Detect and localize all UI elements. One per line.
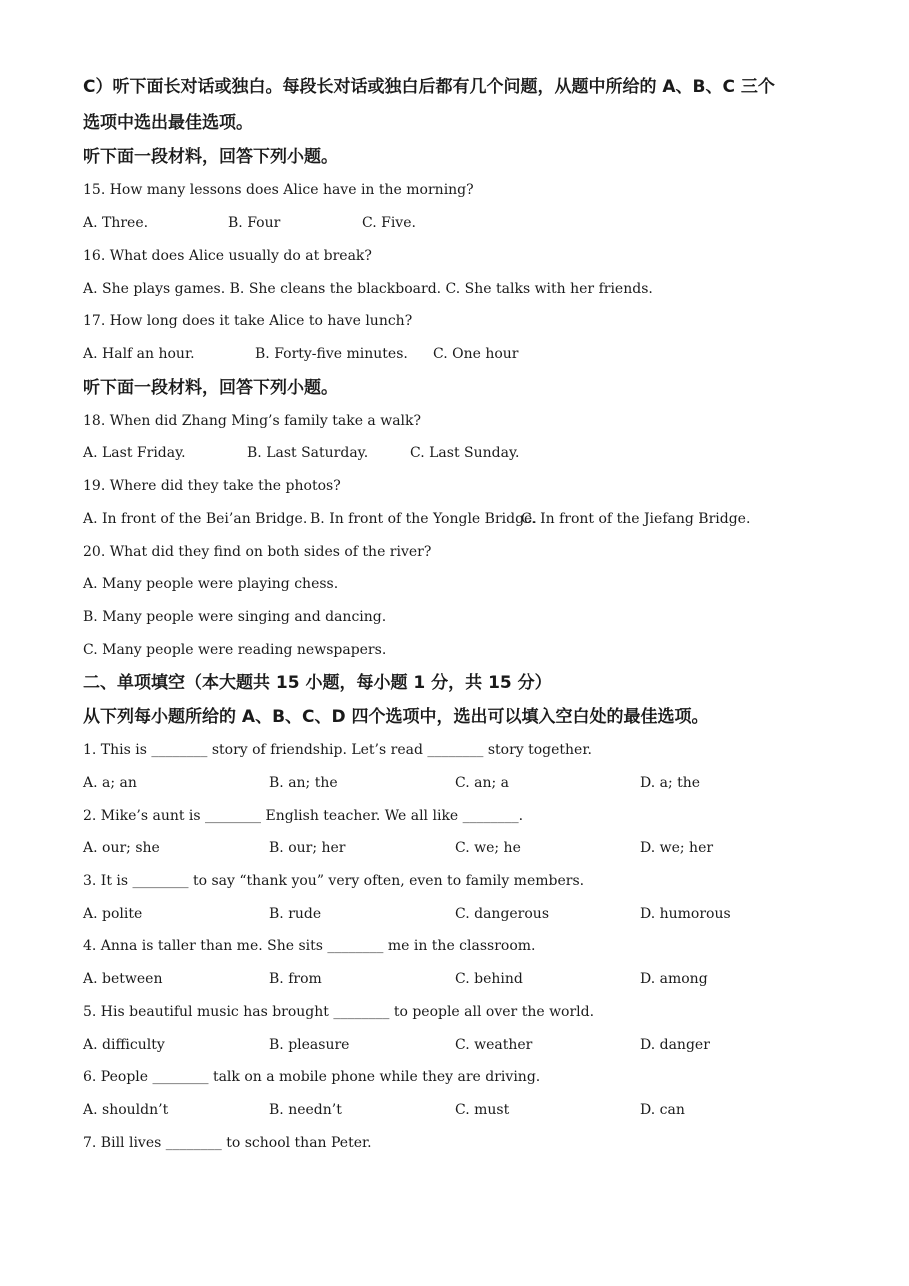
question-20: 20. What did they find on both sides of the river? [83, 544, 432, 560]
mc4-option-c: C. behind [455, 971, 523, 987]
mc6-option-a: A. shouldn’t [83, 1102, 169, 1118]
section-c-header-line2: 选项中选出最佳选项。 [83, 113, 253, 133]
q15-option-b: B. Four [228, 215, 281, 231]
mc2-option-d: D. we; her [640, 840, 714, 856]
q15-option-c: C. Five. [362, 215, 416, 231]
mc5-option-a: A. difficulty [83, 1037, 165, 1053]
mc-question-6: 6. People ________ talk on a mobile phone while they are driving. [83, 1069, 541, 1085]
q19-option-c: C. In front of the Jiefang Bridge. [521, 511, 751, 527]
mc5-option-b: B. pleasure [269, 1037, 350, 1053]
mc6-option-b: B. needn’t [269, 1102, 342, 1118]
mc3-option-c: C. dangerous [455, 906, 550, 922]
mc-question-1: 1. This is ________ story of friendship. Let’s read ________ story together. [83, 742, 592, 758]
section-c-header-line1: C）听下面长对话或独白。每段长对话或独白后都有几个问题，从题中所给的 A、B、C 三个 [83, 77, 775, 97]
mc5-option-d: D. danger [640, 1037, 710, 1053]
mc1-option-d: D. a; the [640, 775, 701, 791]
mc5-option-c: C. weather [455, 1037, 533, 1053]
q20-option-a: A. Many people were playing chess. [83, 576, 339, 592]
q18-option-a: A. Last Friday. [83, 445, 186, 461]
q17-option-c: C. One hour [433, 346, 519, 362]
question-15: 15. How many lessons does Alice have in the morning? [83, 182, 474, 198]
q18-option-c: C. Last Sunday. [410, 445, 520, 461]
section-2-instruction: 从下列每小题所给的 A、B、C、D 四个选项中，选出可以填入空白处的最佳选项。 [83, 707, 709, 727]
mc-question-3: 3. It is ________ to say “thank you” very often, even to family members. [83, 873, 585, 889]
mc4-option-d: D. among [640, 971, 708, 987]
mc1-option-c: C. an; a [455, 775, 509, 791]
q16-options: A. She plays games. B. She cleans the blackboard. C. She talks with her friends. [83, 281, 653, 297]
mc1-option-a: A. a; an [83, 775, 137, 791]
mc-question-5: 5. His beautiful music has brought ________ to people all over the world. [83, 1004, 595, 1020]
q19-option-b: B. In front of the Yongle Bridge. [310, 511, 537, 527]
group1-instruction: 听下面一段材料，回答下列小题。 [83, 147, 338, 167]
q17-option-a: A. Half an hour. [83, 346, 195, 362]
mc4-option-b: B. from [269, 971, 322, 987]
mc3-option-d: D. humorous [640, 906, 731, 922]
section-2-title: 二、单项填空（本大题共 15 小题，每小题 1 分，共 15 分） [83, 673, 552, 693]
question-19: 19. Where did they take the photos? [83, 478, 341, 494]
mc6-option-c: C. must [455, 1102, 510, 1118]
mc-question-4: 4. Anna is taller than me. She sits ________ me in the classroom. [83, 938, 536, 954]
question-17: 17. How long does it take Alice to have lunch? [83, 313, 413, 329]
mc3-option-a: A. polite [83, 906, 143, 922]
q18-option-b: B. Last Saturday. [247, 445, 369, 461]
mc3-option-b: B. rude [269, 906, 322, 922]
q15-option-a: A. Three. [83, 215, 149, 231]
mc4-option-a: A. between [83, 971, 163, 987]
mc2-option-a: A. our; she [83, 840, 160, 856]
q19-option-a: A. In front of the Bei’an Bridge. [83, 511, 308, 527]
question-16: 16. What does Alice usually do at break? [83, 248, 372, 264]
mc2-option-b: B. our; her [269, 840, 346, 856]
question-18: 18. When did Zhang Ming’s family take a walk? [83, 413, 422, 429]
mc-question-2: 2. Mike’s aunt is ________ English teacher. We all like ________. [83, 808, 524, 824]
group2-instruction: 听下面一段材料，回答下列小题。 [83, 378, 338, 398]
q20-option-b: B. Many people were singing and dancing. [83, 609, 387, 625]
mc1-option-b: B. an; the [269, 775, 338, 791]
q17-option-b: B. Forty-five minutes. [255, 346, 408, 362]
mc-question-7: 7. Bill lives ________ to school than Peter. [83, 1135, 372, 1151]
mc6-option-d: D. can [640, 1102, 685, 1118]
q20-option-c: C. Many people were reading newspapers. [83, 642, 387, 658]
mc2-option-c: C. we; he [455, 840, 521, 856]
